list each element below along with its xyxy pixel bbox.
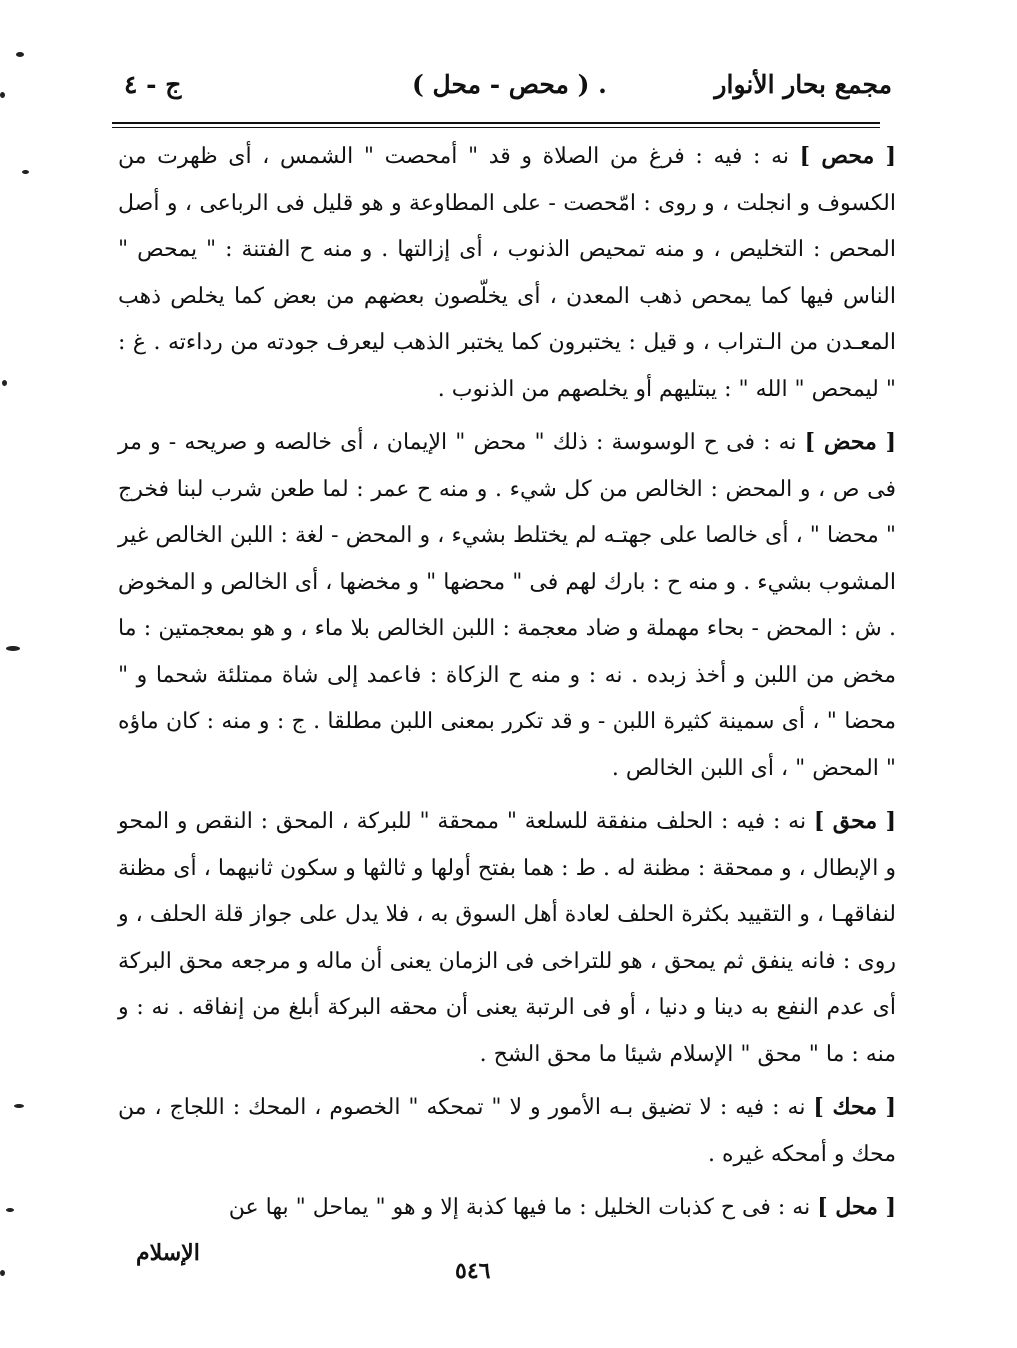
scan-speck [14,1104,24,1108]
page-number: ٥٤٦ [455,1258,491,1284]
entry-headword: [ محل ] [817,1194,896,1220]
volume-number: ج - ٤ [124,70,182,99]
entry-text: نه : فى ح كذبات الخليل : ما فيها كذبة إلا و هو " يماحل " بها عن [228,1195,811,1220]
header-rule [112,122,880,124]
entry-headword: [ محق ] [813,808,896,834]
scan-speck [6,1208,14,1212]
book-title: مجمع بحار الأنوار [714,70,892,99]
dictionary-entry [118,1184,896,1232]
dictionary-entry [118,1084,896,1178]
entry-range: . ( محص - محل ) [412,70,607,99]
scan-speck [16,52,24,57]
dictionary-entry [118,419,896,792]
running-header [112,66,892,118]
entry-text: نه : فيه : فرغ من الصلاة و قد " أمحصت " الشمس ، أى ظهرت من الكسوف و انجلت ، و روى : امّحصت - على المطاوعة و هو قليل فى الرباعى ، و أصل المحص : التخليص ، و منه تمحيص الذنوب ، أى إزالتها . و منه ح الفتنة : " يمحص " الناس فيها كما يمحص ذهب المعدن ، أى يخلّصون بعضهم من بعض كما يخلص ذهب المعـدن من الـتراب ، و قيل : يختبرون كما يختبر الذهب ليعرف جودته من رداءته . غ : " ليمحص " الله " : يبتليهم أو يخلصهم من الذنوب . [118,144,896,402]
scan-speck [22,170,29,174]
catchword: الإسلام [136,1240,200,1266]
scan-speck [6,646,20,651]
dictionary-entry [118,798,896,1078]
page-body [118,133,896,1238]
dictionary-entry [118,133,896,413]
entry-text: نه : فيه : الحلف منفقة للسلعة " ممحقة " للبركة ، المحق : النقص و المحو و الإبطال ، و ممحقة : مظنة له . ط : هما بفتح أولها و ثالثها و سكون ثانيهما ، أى مظنة لنفاقهـا ، و التقييد بكثرة الحلف لعادة أهل السوق به ، فلا يدل على جواز قلة الحلف ، و روى : فانه ينفق ثم يمحق ، هو للتراخى فى الزمان يعنى أن ماله و مرجعه محق البركة أى عدم النفع به دينا و دنيا ، أو فى الرتبة يعنى أن محقه البركة أبلغ من إنفاقه . نه : و منه : ما " محق " الإسلام شيئا ما محق الشح . [118,809,896,1067]
entry-headword: [ محض ] [804,429,896,455]
scan-speck [0,1270,5,1276]
header-rule-thin [112,127,880,128]
entry-headword: [ محص ] [799,143,897,169]
entry-text: نه : فيه : لا تضيق بـه الأمور و لا " تمحكه " الخصوم ، المحك : اللجاج ، من محك و أمحكه غيره . [118,1095,896,1167]
scan-speck [2,380,7,386]
scan-speck [0,92,5,98]
entry-headword: [ محك ] [813,1094,897,1120]
entry-text: نه : فى ح الوسوسة : ذلك " محض " الإيمان ، أى خالصه و صريحه - و مر فى ص ، و المحض : الخالص من كل شيء . و منه ح عمر : لما طعن شرب لبنا فخرج " محضا " ، أى خالصا على جهتـه لم يختلط بشيء ، و المحض - لغة : اللبن الخالص غير المشوب بشيء . و منه ح : بارك لهم فى " محضها " و مخضها ، أى الخالص و المخوض . ش : المحض - بحاء مهملة و ضاد معجمة : اللبن الخالص بلا ماء ، و هو بمعجمتين : ما مخض من اللبن و أخذ زبده . نه : و منه ح الزكاة : فاعمد إلى شاة ممتلئة شحما و " محضا " ، أى سمينة كثيرة اللبن - و قد تكرر بمعنى اللبن مطلقا . ج : و منه : كان ماؤه " المحض " ، أى اللبن الخالص . [118,430,896,781]
